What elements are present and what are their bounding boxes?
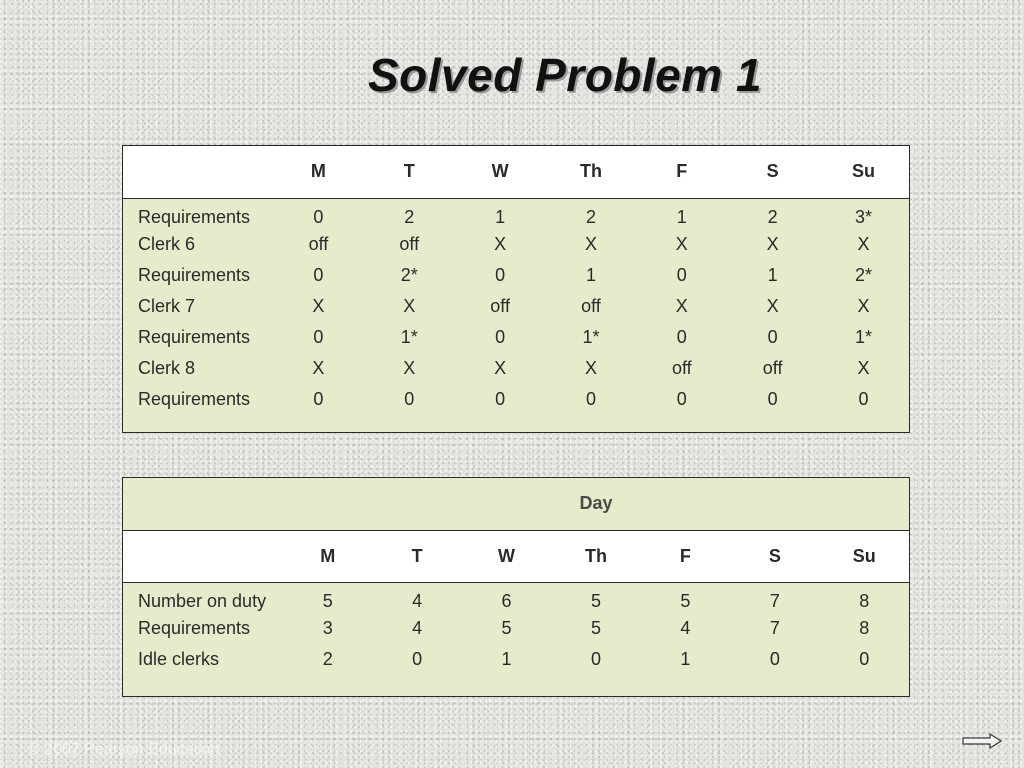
row-label: Requirements <box>138 265 251 285</box>
table-cell: 0 <box>495 327 506 347</box>
row-label: Clerk 8 <box>138 358 196 378</box>
table-cell: 0 <box>313 265 324 285</box>
table-row <box>123 644 909 675</box>
table-cell: 0 <box>767 389 778 409</box>
right-arrow-icon[interactable] <box>962 733 1002 749</box>
table-cell: off <box>308 234 329 254</box>
table-cell: 0 <box>676 327 687 347</box>
table-cell: 2 <box>767 207 778 228</box>
table-row <box>123 582 909 613</box>
table-row <box>123 322 909 353</box>
table-cell: 1 <box>676 207 687 228</box>
column-header: Su <box>852 161 876 182</box>
table-cell: 2 <box>322 649 333 669</box>
column-header: W <box>491 161 509 182</box>
table-cell: 4 <box>680 618 691 638</box>
column-header <box>123 146 273 198</box>
table-cell: off <box>399 234 420 254</box>
table-cell: 0 <box>313 207 324 228</box>
table-cell: 0 <box>495 265 506 285</box>
table-cell: 5 <box>501 618 512 638</box>
table-cell: 1* <box>400 327 418 347</box>
table-header-row <box>123 146 909 198</box>
row-label: Clerk 6 <box>138 234 196 254</box>
column-header: Th <box>584 545 607 566</box>
table-cell: off <box>581 296 601 316</box>
table-cell: X <box>494 234 507 254</box>
table-cell: 0 <box>404 389 415 409</box>
table-cell: 3 <box>322 618 333 638</box>
table-cell: 0 <box>769 649 780 669</box>
table-cell: 1 <box>495 207 506 228</box>
table-cell: 2 <box>404 207 415 228</box>
table-cell: off <box>490 296 510 316</box>
table-cell: 0 <box>676 265 687 285</box>
table-cell: 0 <box>495 389 506 409</box>
table-cell: 0 <box>585 389 596 409</box>
table-cell: 5 <box>590 591 601 612</box>
table-cell: 4 <box>412 591 423 612</box>
table-cell: X <box>494 358 507 378</box>
table-cell: 0 <box>313 389 324 409</box>
table-cell: 0 <box>676 389 687 409</box>
table-cell: 8 <box>859 618 870 638</box>
table-cell: 0 <box>858 389 869 409</box>
table-cell: X <box>857 296 870 316</box>
table-cell: 3* <box>855 207 873 228</box>
table-row <box>123 229 909 260</box>
table-row <box>123 260 909 291</box>
table-cell: X <box>766 234 779 254</box>
table-cell: X <box>584 234 597 254</box>
table-cell: 5 <box>680 591 691 612</box>
column-header: M <box>310 161 326 182</box>
table-cell: 1 <box>767 265 778 285</box>
table-cell: 5 <box>322 591 333 612</box>
table-cell: 0 <box>412 649 423 669</box>
day-group-header-row <box>123 478 909 530</box>
table-cell: X <box>766 296 779 316</box>
column-header: S <box>768 545 781 566</box>
table-cell: 1 <box>680 649 691 669</box>
table-cell: X <box>312 296 325 316</box>
column-header: S <box>766 161 779 182</box>
column-header: F <box>679 545 691 566</box>
table-cell: off <box>671 358 692 378</box>
column-header: Th <box>579 161 602 182</box>
table-row <box>123 613 909 644</box>
column-header: F <box>676 161 688 182</box>
table-cell: 1 <box>501 649 512 669</box>
table-cell: X <box>403 358 416 378</box>
table-cell: 4 <box>412 618 423 638</box>
row-label: Idle clerks <box>138 649 220 669</box>
table-row <box>123 198 909 229</box>
table-cell: 6 <box>501 591 512 612</box>
column-header: T <box>403 161 415 182</box>
duty-summary-table <box>123 478 909 675</box>
row-label: Clerk 7 <box>138 296 196 316</box>
duty-summary-table-panel <box>122 477 910 697</box>
table-cell: X <box>857 358 870 378</box>
row-label: Number on duty <box>138 591 267 612</box>
table-header-row <box>123 530 909 582</box>
table-cell: 0 <box>859 649 870 669</box>
table-cell: X <box>857 234 870 254</box>
table-cell: 7 <box>769 591 780 612</box>
table-cell: 2* <box>400 265 418 285</box>
table-cell: 1 <box>585 265 596 285</box>
clerk-schedule-table-panel <box>122 145 910 433</box>
table-cell: 7 <box>769 618 780 638</box>
column-header: Su <box>852 545 876 566</box>
table-cell: X <box>675 234 688 254</box>
row-label: Requirements <box>138 618 251 638</box>
table-cell: 2 <box>585 207 596 228</box>
table-cell: 0 <box>767 327 778 347</box>
table-cell: 2* <box>855 265 873 285</box>
table-cell: X <box>675 296 688 316</box>
row-label: Requirements <box>138 207 251 228</box>
table-cell: off <box>762 358 783 378</box>
table-cell: X <box>584 358 597 378</box>
row-label: Requirements <box>138 389 251 409</box>
table-cell: 8 <box>859 591 870 612</box>
table-cell: X <box>403 296 416 316</box>
table-row <box>123 353 909 384</box>
day-group-header: Day <box>579 493 613 514</box>
table-cell: 0 <box>313 327 324 347</box>
row-label: Requirements <box>138 327 251 347</box>
table-cell: 1* <box>582 327 600 347</box>
table-cell: 0 <box>590 649 601 669</box>
slide-title: Solved Problem 1 <box>368 49 763 101</box>
column-header: W <box>498 545 516 566</box>
copyright-footer: © 2007 Pearson Education <box>28 741 220 758</box>
column-header <box>123 530 283 582</box>
table-cell: 5 <box>590 618 601 638</box>
table-row <box>123 384 909 415</box>
table-cell: X <box>312 358 325 378</box>
clerk-schedule-table <box>123 146 909 415</box>
column-header: T <box>411 545 423 566</box>
table-cell: 1* <box>855 327 873 347</box>
column-header: M <box>320 545 336 566</box>
table-row <box>123 291 909 322</box>
